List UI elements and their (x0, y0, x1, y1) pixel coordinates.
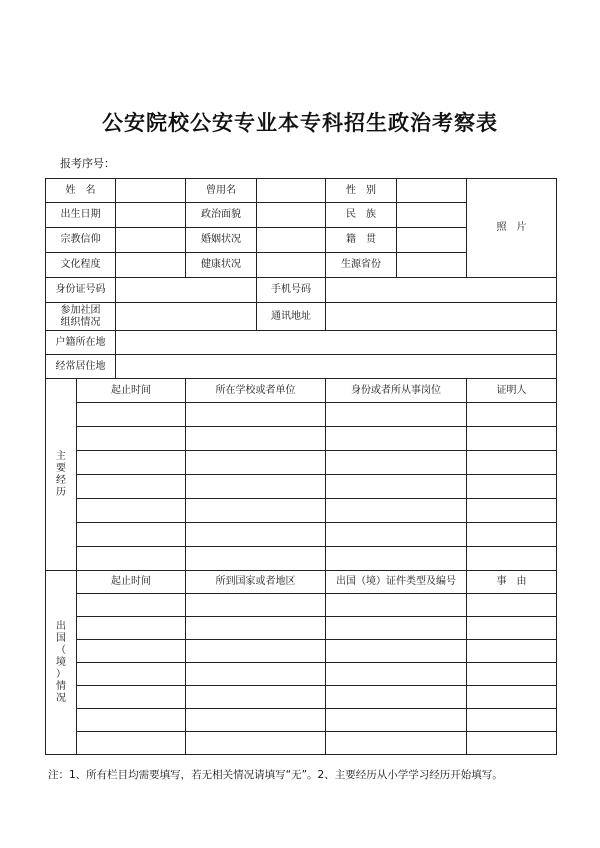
experience-school-cell[interactable] (186, 475, 326, 499)
abroad-period-cell[interactable] (77, 663, 186, 686)
experience-position-cell[interactable] (326, 547, 467, 571)
gender-label: 性 别 (326, 179, 397, 203)
phone-field[interactable] (326, 278, 557, 303)
abroad-period-cell[interactable] (77, 640, 186, 663)
experience-school-cell[interactable] (186, 451, 326, 475)
abroad-country-cell[interactable] (186, 663, 326, 686)
abroad-period-cell[interactable] (77, 686, 186, 709)
organization-label (46, 303, 116, 331)
experience-side-char: 要 (56, 462, 66, 474)
abroad-reason-cell[interactable] (467, 663, 557, 686)
id-number-field[interactable] (116, 278, 257, 303)
ethnicity-label: 民 族 (326, 203, 397, 228)
experience-reference-cell[interactable] (467, 547, 557, 571)
experience-reference-cell[interactable] (467, 475, 557, 499)
abroad-document-cell[interactable] (326, 617, 467, 640)
abroad-side-char: 境 (56, 656, 66, 668)
experience-school-cell[interactable] (186, 499, 326, 523)
abroad-header-period: 起止时间 (77, 571, 186, 594)
experience-period-cell[interactable] (77, 523, 186, 547)
organization-label-line2: 组织情况 (60, 316, 101, 328)
footnote: 注：1、所有栏目均需要填写，若无相关情况请填写“无”。2、主要经历从小学学习经历开始填写。 (48, 769, 503, 781)
abroad-reason-cell[interactable] (467, 732, 557, 755)
experience-reference-cell[interactable] (467, 499, 557, 523)
experience-side-char: 历 (56, 486, 66, 498)
household-label: 户籍所在地 (46, 331, 116, 355)
abroad-row (46, 640, 557, 663)
phone-label: 手机号码 (257, 278, 326, 303)
abroad-side-char: 国 (56, 632, 66, 644)
experience-period-cell[interactable] (77, 403, 186, 427)
experience-period-cell[interactable] (77, 475, 186, 499)
experience-school-cell[interactable] (186, 523, 326, 547)
experience-header-position: 身份或者所从事岗位 (326, 379, 467, 403)
experience-school-cell[interactable] (186, 547, 326, 571)
education-field[interactable] (116, 253, 186, 278)
experience-row (46, 475, 557, 499)
abroad-country-cell[interactable] (186, 640, 326, 663)
experience-position-cell[interactable] (326, 403, 467, 427)
experience-side-char: 主 (56, 450, 66, 462)
abroad-row (46, 686, 557, 709)
marital-label: 婚姻状况 (186, 228, 257, 253)
origin-province-label: 生源省份 (326, 253, 397, 278)
abroad-reason-cell[interactable] (467, 686, 557, 709)
abroad-header-document: 出国（境）证件类型及编号 (326, 571, 467, 594)
address-field[interactable] (326, 303, 557, 331)
experience-reference-cell[interactable] (467, 403, 557, 427)
abroad-document-cell[interactable] (326, 709, 467, 732)
former-name-label: 曾用名 (186, 179, 257, 203)
abroad-period-cell[interactable] (77, 709, 186, 732)
abroad-period-cell[interactable] (77, 732, 186, 755)
abroad-document-cell[interactable] (326, 686, 467, 709)
experience-reference-cell[interactable] (467, 451, 557, 475)
abroad-country-cell[interactable] (186, 732, 326, 755)
abroad-country-cell[interactable] (186, 686, 326, 709)
photo-box[interactable]: 照 片 (467, 179, 557, 278)
household-field[interactable] (116, 331, 557, 355)
religion-field[interactable] (116, 228, 186, 253)
political-review-form (45, 178, 557, 755)
id-number-label: 身份证号码 (46, 278, 116, 303)
political-status-label: 政治面貌 (186, 203, 257, 228)
experience-position-cell[interactable] (326, 427, 467, 451)
abroad-side-char: 情 (56, 680, 66, 692)
experience-row (46, 523, 557, 547)
residence-field[interactable] (116, 355, 557, 379)
political-status-field[interactable] (257, 203, 326, 228)
experience-header-period: 起止时间 (77, 379, 186, 403)
abroad-reason-cell[interactable] (467, 640, 557, 663)
form-title: 公安院校公安专业本专科招生政治考察表 (102, 110, 498, 135)
health-label: 健康状况 (186, 253, 257, 278)
birth-date-field[interactable] (116, 203, 186, 228)
experience-header-reference: 证明人 (467, 379, 557, 403)
abroad-period-cell[interactable] (77, 617, 186, 640)
experience-row (46, 427, 557, 451)
experience-position-cell[interactable] (326, 499, 467, 523)
experience-period-cell[interactable] (77, 427, 186, 451)
experience-row (46, 499, 557, 523)
birth-date-label: 出生日期 (46, 203, 116, 228)
abroad-header-country: 所到国家或者地区 (186, 571, 326, 594)
origin-province-field[interactable] (397, 253, 467, 278)
experience-school-cell[interactable] (186, 427, 326, 451)
experience-position-cell[interactable] (326, 475, 467, 499)
former-name-field[interactable] (257, 179, 326, 203)
native-place-label: 籍 贯 (326, 228, 397, 253)
serial-number-label: 报考序号： (60, 157, 115, 170)
abroad-row (46, 709, 557, 732)
experience-side-char: 经 (56, 474, 66, 486)
abroad-document-cell[interactable] (326, 663, 467, 686)
experience-position-cell[interactable] (326, 523, 467, 547)
abroad-document-cell[interactable] (326, 640, 467, 663)
experience-position-cell[interactable] (326, 451, 467, 475)
abroad-reason-cell[interactable] (467, 709, 557, 732)
experience-period-cell[interactable] (77, 499, 186, 523)
experience-school-cell[interactable] (186, 403, 326, 427)
abroad-document-cell[interactable] (326, 732, 467, 755)
experience-side-label (46, 379, 77, 571)
abroad-document-cell[interactable] (326, 594, 467, 617)
gender-field[interactable] (397, 179, 467, 203)
experience-period-cell[interactable] (77, 451, 186, 475)
abroad-side-char: （ (56, 644, 66, 656)
education-label: 文化程度 (46, 253, 116, 278)
name-field[interactable] (116, 179, 186, 203)
abroad-row (46, 663, 557, 686)
abroad-side-char: ） (56, 668, 66, 680)
abroad-row (46, 732, 557, 755)
experience-row (46, 451, 557, 475)
experience-header-school: 所在学校或者单位 (186, 379, 326, 403)
experience-row (46, 547, 557, 571)
religion-label: 宗教信仰 (46, 228, 116, 253)
organization-label-line1: 参加社团 (60, 304, 101, 316)
experience-period-cell[interactable] (77, 547, 186, 571)
abroad-side-char: 出 (56, 620, 66, 632)
native-place-field[interactable] (397, 228, 467, 253)
abroad-side-char: 况 (56, 692, 66, 704)
experience-row (46, 403, 557, 427)
abroad-country-cell[interactable] (186, 594, 326, 617)
experience-reference-cell[interactable] (467, 523, 557, 547)
residence-label: 经常居住地 (46, 355, 116, 379)
abroad-period-cell[interactable] (77, 594, 186, 617)
experience-reference-cell[interactable] (467, 427, 557, 451)
address-label: 通讯地址 (257, 303, 326, 331)
name-label: 姓 名 (46, 179, 116, 203)
abroad-row (46, 617, 557, 640)
organization-field[interactable] (116, 303, 257, 331)
marital-field[interactable] (257, 228, 326, 253)
abroad-country-cell[interactable] (186, 709, 326, 732)
abroad-row (46, 594, 557, 617)
abroad-reason-cell[interactable] (467, 617, 557, 640)
abroad-header-reason: 事 由 (467, 571, 557, 594)
abroad-country-cell[interactable] (186, 617, 326, 640)
abroad-reason-cell[interactable] (467, 594, 557, 617)
health-field[interactable] (257, 253, 326, 278)
abroad-side-label (46, 571, 77, 755)
ethnicity-field[interactable] (397, 203, 467, 228)
